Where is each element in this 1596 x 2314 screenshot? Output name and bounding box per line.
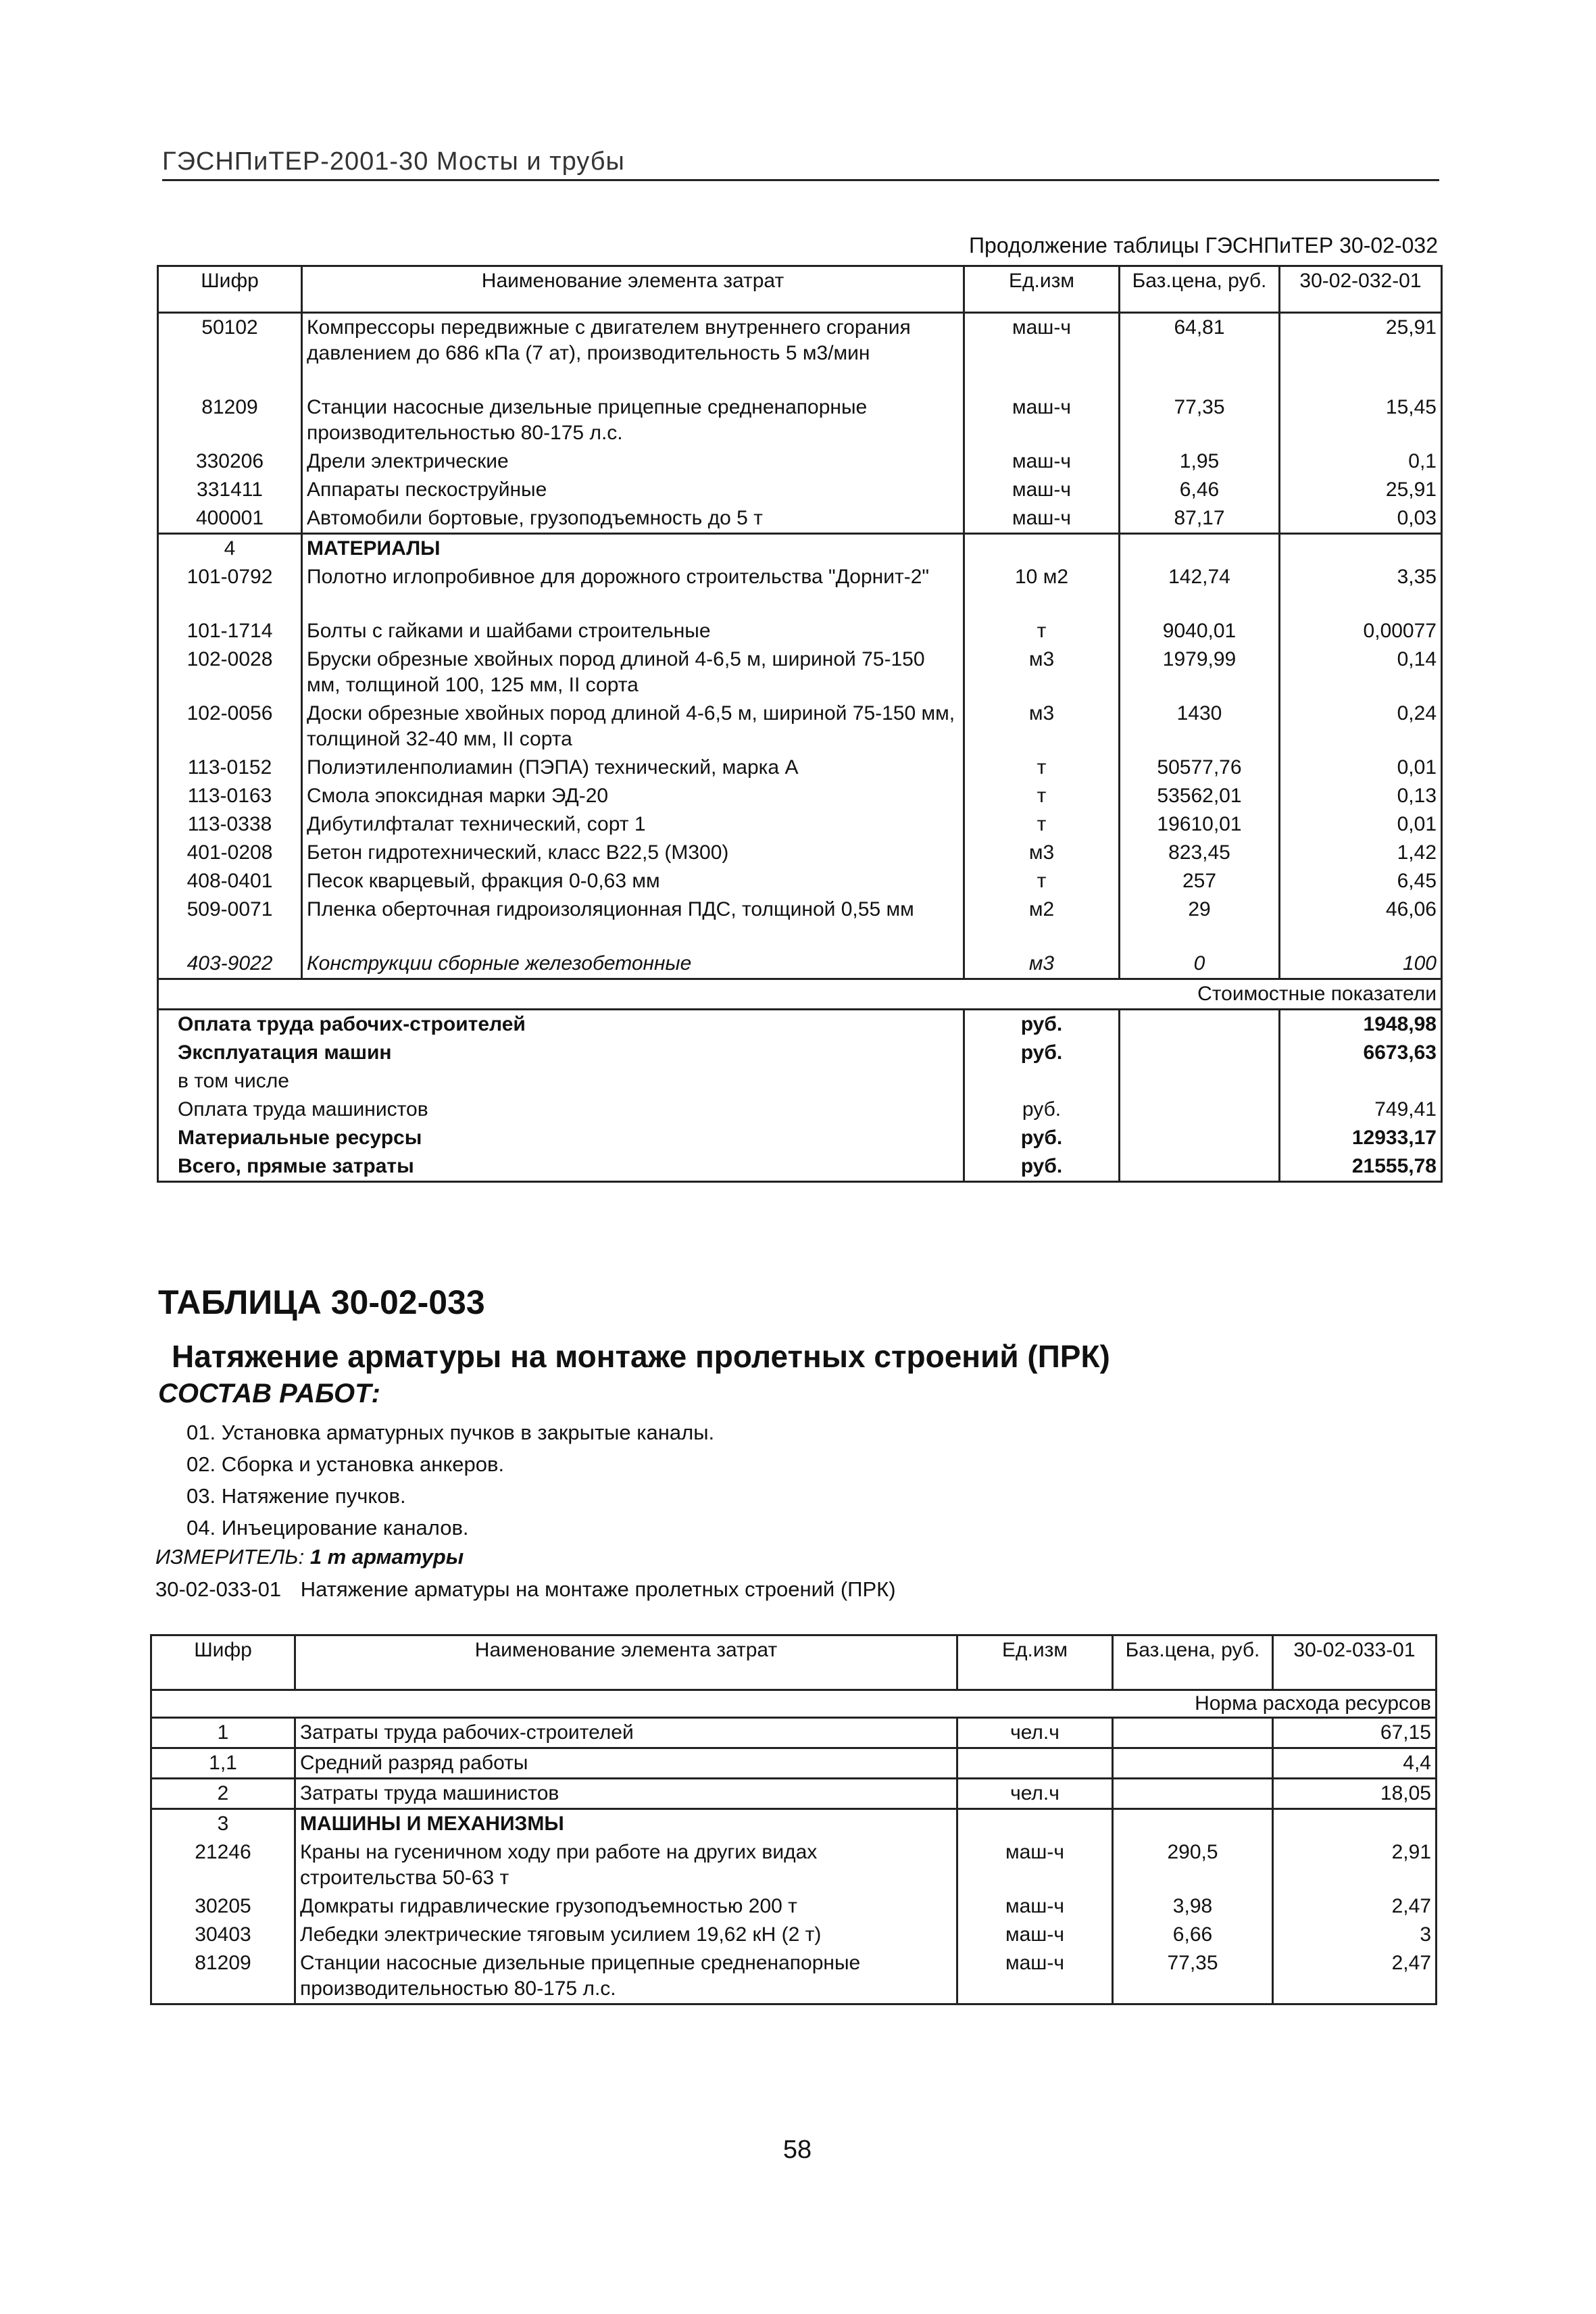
- table-row: [158, 504, 1442, 534]
- row-unit: маш-ч: [957, 1921, 1113, 1949]
- row-unit: м3: [964, 950, 1120, 979]
- resource-rows: [151, 1718, 1437, 2004]
- meter-line: [155, 1545, 464, 1569]
- row-code: 50102: [158, 313, 302, 394]
- row-name: Бруски обрезные хвойных пород длиной 4-6,5 м, шириной 75-150 мм, толщиной 100, 125 мм, II сорта: [302, 645, 964, 699]
- table-row: [151, 1718, 1437, 1748]
- row-value: 0,24: [1280, 699, 1442, 754]
- running-header: ГЭСНПиТЕР-2001-30 Мосты и трубы: [162, 147, 1439, 181]
- row-unit: т: [964, 754, 1120, 782]
- cost-value: 12933,17: [1280, 1124, 1442, 1152]
- row-price: 823,45: [1120, 839, 1280, 867]
- row-unit: маш-ч: [964, 504, 1120, 534]
- row-price: 1430: [1120, 699, 1280, 754]
- row-unit: маш-ч: [957, 1949, 1113, 2004]
- row-value: 18,05: [1273, 1779, 1437, 1809]
- row-value: 2,47: [1273, 1949, 1437, 2004]
- row-code: 330206: [158, 447, 302, 476]
- row-name: Домкраты гидравлические грузоподъемностью 200 т: [295, 1892, 957, 1921]
- column-header: Ед.изм: [957, 1635, 1113, 1690]
- row-unit: м3: [964, 699, 1120, 754]
- cost-row: [158, 1096, 1442, 1124]
- row-code: 81209: [158, 393, 302, 447]
- row-name: Дибутилфталат технический, сорт 1: [302, 810, 964, 839]
- table-continuation-caption: Продолжение таблицы ГЭСНПиТЕР 30-02-032: [969, 233, 1438, 257]
- table-row: [158, 313, 1442, 394]
- row-name: Компрессоры передвижные с двигателем внутреннего сгорания давлением до 686 кПа (7 ат), производительность 5 м3/мин: [302, 313, 964, 394]
- cost-value: [1280, 1067, 1442, 1096]
- row-value: 3,35: [1280, 563, 1442, 617]
- norm-code: 30-02-033-01: [155, 1577, 282, 1601]
- column-header: Баз.цена, руб.: [1113, 1635, 1273, 1690]
- table-row: [158, 699, 1442, 754]
- row-price: 6,66: [1113, 1921, 1273, 1949]
- section-code: 4: [158, 534, 302, 564]
- row-code: 113-0338: [158, 810, 302, 839]
- table-row: [158, 839, 1442, 867]
- row-unit: 10 м2: [964, 563, 1120, 617]
- row-code: 408-0401: [158, 867, 302, 895]
- column-header: Шифр: [151, 1635, 295, 1690]
- cost-price-empty: [1120, 1067, 1280, 1096]
- row-name: Полиэтиленполиамин (ПЭПА) технический, марка А: [302, 754, 964, 782]
- row-price: 29: [1120, 895, 1280, 950]
- table-row: [158, 645, 1442, 699]
- table-row: [151, 1921, 1437, 1949]
- row-name: Станции насосные дизельные прицепные средненапорные производительностью 80-175 л.с.: [302, 393, 964, 447]
- table-row: [158, 867, 1442, 895]
- row-value: 0,00077: [1280, 617, 1442, 645]
- row-unit: м2: [964, 895, 1120, 950]
- row-value: 4,4: [1273, 1748, 1437, 1779]
- row-code: 101-0792: [158, 563, 302, 617]
- row-code: 3: [151, 1809, 295, 1839]
- row-value: 0,1: [1280, 447, 1442, 476]
- row-name: Доски обрезные хвойных пород длиной 4-6,5 м, шириной 75-150 мм, толщиной 32-40 мм, II сорта: [302, 699, 964, 754]
- table-row: [158, 393, 1442, 447]
- cost-unit: руб.: [964, 1096, 1120, 1124]
- table-row: [151, 1748, 1437, 1779]
- work-item: 01. Установка арматурных пучков в закрытые каналы.: [186, 1421, 715, 1444]
- row-unit: маш-ч: [957, 1838, 1113, 1892]
- cost-value: 21555,78: [1280, 1152, 1442, 1182]
- table-title: ТАБЛИЦА 30-02-033: [158, 1283, 485, 1321]
- meter-label: ИЗМЕРИТЕЛЬ:: [155, 1545, 310, 1569]
- column-header: Наименование элемента затрат: [302, 266, 964, 313]
- cost-price-empty: [1120, 1152, 1280, 1182]
- resource-table-30-02-032: [157, 265, 1443, 1183]
- row-code: 509-0071: [158, 895, 302, 950]
- row-name: Лебедки электрические тяговым усилием 19,62 кН (2 т): [295, 1921, 957, 1949]
- section-title: МАТЕРИАЛЫ: [302, 534, 964, 564]
- row-unit: маш-ч: [964, 393, 1120, 447]
- row-price: [1113, 1718, 1273, 1748]
- table-row: [158, 950, 1442, 979]
- row-price: 19610,01: [1120, 810, 1280, 839]
- table-row: [151, 1779, 1437, 1809]
- cost-label: в том числе: [158, 1067, 964, 1096]
- row-unit: т: [964, 782, 1120, 810]
- norm-header-row: [151, 1690, 1437, 1718]
- row-value: [1273, 1809, 1437, 1839]
- cost-header: Стоимостные показатели: [158, 979, 1442, 1010]
- row-unit: маш-ч: [964, 447, 1120, 476]
- row-price: 87,17: [1120, 504, 1280, 534]
- row-code: 1,1: [151, 1748, 295, 1779]
- row-price: 53562,01: [1120, 782, 1280, 810]
- row-price: 9040,01: [1120, 617, 1280, 645]
- column-header: Наименование элемента затрат: [295, 1635, 957, 1690]
- row-code: 1: [151, 1718, 295, 1748]
- row-price: 0: [1120, 950, 1280, 979]
- row-unit: м3: [964, 839, 1120, 867]
- row-value: 0,01: [1280, 810, 1442, 839]
- row-value: 0,14: [1280, 645, 1442, 699]
- cost-value: 1948,98: [1280, 1010, 1442, 1039]
- work-item: 03. Натяжение пучков.: [186, 1484, 406, 1508]
- row-code: 102-0028: [158, 645, 302, 699]
- row-name: МАШИНЫ И МЕХАНИЗМЫ: [295, 1809, 957, 1839]
- cost-row: [158, 1124, 1442, 1152]
- row-name: Аппараты пескоструйные: [302, 476, 964, 504]
- column-header: Баз.цена, руб.: [1120, 266, 1280, 313]
- row-value: 0,01: [1280, 754, 1442, 782]
- row-unit: т: [964, 617, 1120, 645]
- row-price: [1113, 1748, 1273, 1779]
- norm-header: Норма расхода ресурсов: [151, 1690, 1437, 1718]
- row-value: 100: [1280, 950, 1442, 979]
- row-code: 331411: [158, 476, 302, 504]
- table-row: [151, 1809, 1437, 1839]
- cost-header-row: [158, 979, 1442, 1010]
- column-header: 30-02-032-01: [1280, 266, 1442, 313]
- cost-value: 749,41: [1280, 1096, 1442, 1124]
- cost-price-empty: [1120, 1096, 1280, 1124]
- cost-unit: руб.: [964, 1124, 1120, 1152]
- table-row: [158, 617, 1442, 645]
- norm-name: Натяжение арматуры на монтаже пролетных строений (ПРК): [300, 1577, 896, 1601]
- row-code: 400001: [158, 504, 302, 534]
- row-unit: м3: [964, 645, 1120, 699]
- row-code: 101-1714: [158, 617, 302, 645]
- work-item: 04. Инъецирование каналов.: [186, 1516, 469, 1540]
- table-row: [158, 782, 1442, 810]
- row-name: Песок кварцевый, фракция 0-0,63 мм: [302, 867, 964, 895]
- row-name: Болты с гайками и шайбами строительные: [302, 617, 964, 645]
- row-unit: чел.ч: [957, 1718, 1113, 1748]
- table-row: [158, 476, 1442, 504]
- row-price: 1,95: [1120, 447, 1280, 476]
- row-value: 15,45: [1280, 393, 1442, 447]
- norm-line: [155, 1577, 896, 1602]
- row-code: 21246: [151, 1838, 295, 1892]
- column-header: 30-02-033-01: [1273, 1635, 1437, 1690]
- row-value: 6,45: [1280, 867, 1442, 895]
- row-value: 0,13: [1280, 782, 1442, 810]
- cost-unit: [964, 1067, 1120, 1096]
- table-subtitle: Натяжение арматуры на монтаже пролетных строений (ПРК): [172, 1339, 1110, 1374]
- row-name: Краны на гусеничном ходу при работе на других видах строительства 50-63 т: [295, 1838, 957, 1892]
- row-code: 30205: [151, 1892, 295, 1921]
- row-price: 6,46: [1120, 476, 1280, 504]
- column-header: Шифр: [158, 266, 302, 313]
- table-row: [158, 534, 1442, 564]
- works-list: [186, 1417, 714, 1544]
- cost-row: [158, 1039, 1442, 1067]
- row-value: 46,06: [1280, 895, 1442, 950]
- row-value: 2,91: [1273, 1838, 1437, 1892]
- cost-value: 6673,63: [1280, 1039, 1442, 1067]
- column-header: Ед.изм: [964, 266, 1120, 313]
- row-name: Полотно иглопробивное для дорожного строительства "Дорнит-2": [302, 563, 964, 617]
- row-name: Затраты труда рабочих-строителей: [295, 1718, 957, 1748]
- table-row: [158, 895, 1442, 950]
- row-name: Средний разряд работы: [295, 1748, 957, 1779]
- row-code: 401-0208: [158, 839, 302, 867]
- cost-row: [158, 1152, 1442, 1182]
- cost-label: Оплата труда машинистов: [158, 1096, 964, 1124]
- resource-table-30-02-033: [150, 1634, 1437, 2005]
- table-row: [151, 1949, 1437, 2004]
- row-value: 25,91: [1280, 313, 1442, 394]
- row-name: Смола эпоксидная марки ЭД-20: [302, 782, 964, 810]
- cost-label: Материальные ресурсы: [158, 1124, 964, 1152]
- cost-unit: руб.: [964, 1152, 1120, 1182]
- table-header-row: [158, 266, 1442, 313]
- row-price: 1979,99: [1120, 645, 1280, 699]
- cost-price-empty: [1120, 1010, 1280, 1039]
- table-row: [158, 447, 1442, 476]
- cost-label: Всего, прямые затраты: [158, 1152, 964, 1182]
- row-code: 113-0152: [158, 754, 302, 782]
- cost-price-empty: [1120, 1039, 1280, 1067]
- row-value: 2,47: [1273, 1892, 1437, 1921]
- row-unit: чел.ч: [957, 1779, 1113, 1809]
- row-price: 77,35: [1113, 1949, 1273, 2004]
- row-name: Станции насосные дизельные прицепные средненапорные производительностью 80-175 л.с.: [295, 1949, 957, 2004]
- table-row: [158, 810, 1442, 839]
- table-row: [158, 754, 1442, 782]
- row-price: [1113, 1809, 1273, 1839]
- row-code: 2: [151, 1779, 295, 1809]
- cost-row: [158, 1010, 1442, 1039]
- machines-rows: [158, 313, 1442, 534]
- row-code: 403-9022: [158, 950, 302, 979]
- page-number: 58: [782, 2136, 812, 2164]
- row-value: 25,91: [1280, 476, 1442, 504]
- work-item: 02. Сборка и установка анкеров.: [186, 1452, 505, 1476]
- row-unit: т: [964, 810, 1120, 839]
- row-unit: [957, 1748, 1113, 1779]
- row-unit: [957, 1809, 1113, 1839]
- row-code: 102-0056: [158, 699, 302, 754]
- row-value: 0,03: [1280, 504, 1442, 534]
- meter-value: 1 т арматуры: [309, 1545, 464, 1569]
- row-value: 3: [1273, 1921, 1437, 1949]
- row-price: 50577,76: [1120, 754, 1280, 782]
- row-price: 64,81: [1120, 313, 1280, 394]
- materials-rows: [158, 563, 1442, 979]
- row-unit: т: [964, 867, 1120, 895]
- row-name: Пленка оберточная гидроизоляционная ПДС, толщиной 0,55 мм: [302, 895, 964, 950]
- row-price: [1113, 1779, 1273, 1809]
- row-price: 290,5: [1113, 1838, 1273, 1892]
- cost-label: Оплата труда рабочих-строителей: [158, 1010, 964, 1039]
- table-row: [158, 563, 1442, 617]
- row-price: 3,98: [1113, 1892, 1273, 1921]
- row-value: 1,42: [1280, 839, 1442, 867]
- row-name: Дрели электрические: [302, 447, 964, 476]
- row-price: 257: [1120, 867, 1280, 895]
- cost-unit: руб.: [964, 1010, 1120, 1039]
- sostav-heading: СОСТАВ РАБОТ:: [158, 1379, 380, 1408]
- row-code: 113-0163: [158, 782, 302, 810]
- table-row: [151, 1892, 1437, 1921]
- table-row: [151, 1838, 1437, 1892]
- cost-rows: [158, 1010, 1442, 1182]
- table-header-row: [151, 1635, 1437, 1690]
- row-name: Автомобили бортовые, грузоподъемность до 5 т: [302, 504, 964, 534]
- row-value: 67,15: [1273, 1718, 1437, 1748]
- cost-price-empty: [1120, 1124, 1280, 1152]
- row-price: 142,74: [1120, 563, 1280, 617]
- row-code: 81209: [151, 1949, 295, 2004]
- row-price: 77,35: [1120, 393, 1280, 447]
- cost-unit: руб.: [964, 1039, 1120, 1067]
- cost-row: [158, 1067, 1442, 1096]
- row-name: Бетон гидротехнический, класс В22,5 (М300): [302, 839, 964, 867]
- row-code: 30403: [151, 1921, 295, 1949]
- cost-label: Эксплуатация машин: [158, 1039, 964, 1067]
- row-unit: маш-ч: [957, 1892, 1113, 1921]
- row-unit: маш-ч: [964, 313, 1120, 394]
- row-name: Конструкции сборные железобетонные: [302, 950, 964, 979]
- row-unit: маш-ч: [964, 476, 1120, 504]
- row-name: Затраты труда машинистов: [295, 1779, 957, 1809]
